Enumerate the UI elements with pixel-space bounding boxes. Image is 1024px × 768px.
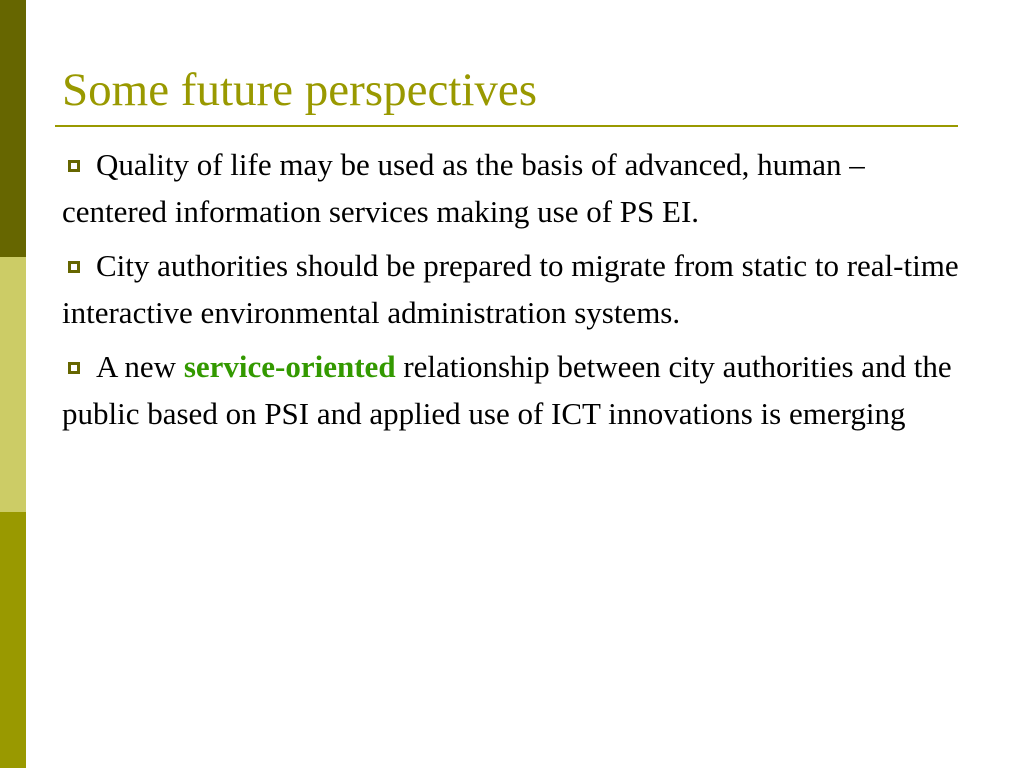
side-accent-bar bbox=[0, 0, 26, 768]
bullet-item bbox=[62, 141, 962, 235]
side-bar-top-segment bbox=[0, 0, 26, 257]
square-bullet-icon bbox=[68, 362, 80, 374]
side-bar-bottom-segment bbox=[0, 512, 26, 768]
bullet-text-after: relationship between city authorities and the public based on PSI and applied use of ICT innovations is emerging bbox=[62, 349, 952, 431]
square-bullet-icon bbox=[68, 160, 80, 172]
bullet-text: Quality of life may be used as the basis of advanced, human –centered information services making use of PS EI. bbox=[62, 147, 865, 229]
bullet-item bbox=[62, 343, 962, 437]
side-bar-middle-segment bbox=[0, 257, 26, 512]
square-bullet-icon bbox=[68, 261, 80, 273]
title-underline bbox=[55, 125, 958, 127]
bullet-text: City authorities should be prepared to migrate from static to real-time interactive environmental administration systems. bbox=[62, 248, 959, 330]
bullet-list bbox=[62, 141, 962, 444]
slide-title: Some future perspectives bbox=[62, 64, 538, 116]
emphasized-term: service-oriented bbox=[183, 349, 396, 384]
bullet-item bbox=[62, 242, 962, 336]
bullet-text-before: A new bbox=[96, 349, 184, 384]
